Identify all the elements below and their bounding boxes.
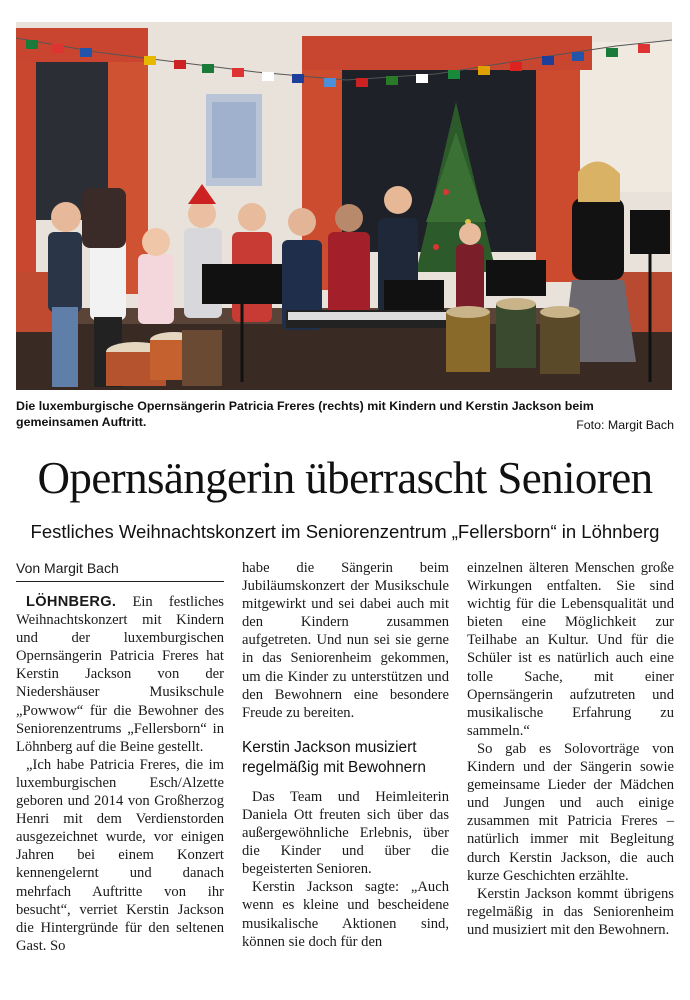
article-subheadline: Festliches Weihnachtskonzert im Seniorenzentrum „Fellersborn“ in Löhnberg xyxy=(30,521,660,542)
article-paragraph: Kerstin Jackson kommt übrigens regelmäßig in das Seniorenheim und musiziert mit den Bewohnern. xyxy=(467,885,674,938)
article-column-3 xyxy=(467,559,674,939)
article-paragraph: habe die Sängerin beim Jubiläumskonzert der Musikschule mitgewirkt und sei dabei auch mit den Kindern zusammen aufgetreten. Und nun sei sie gerne in das Seniorenheim gekommen, um die Kinder zu unterstützen und den Bewohnern eine besondere Freude zu bereiten. xyxy=(242,560,449,721)
article-paragraph: einzelnen älteren Menschen große Wirkungen entfalten. Sie sind wichtig für die Lebensqualität und bieten eine Möglichkeit zur Teilhabe an Kultur. Und für die Schüler ist es natürlich auch eine tolle Sache, mit einer Opernsängerin aufzutreten und musikalische Erfahrung zu sammeln.“ xyxy=(467,560,674,739)
photo-caption: Die luxemburgische Opernsängerin Patricia Freres (rechts) mit Kindern und Kerstin Jackson beim gemeinsamen Auftritt. xyxy=(16,399,594,429)
article-intertitle: Kerstin Jackson musiziert regelmäßig mit Bewohnern xyxy=(242,738,426,776)
article-column-2 xyxy=(242,559,449,951)
article-paragraph xyxy=(16,593,224,756)
photo-image-icon xyxy=(16,22,672,390)
article-paragraph: Kerstin Jackson sagte: „Auch wenn es kleine und bescheidene musikalische Aktionen sind, können sie doch für den xyxy=(242,879,449,950)
article-paragraph: So gab es Solovorträge von Kindern und der Sängerin sowie gemeinsame Lieder der Mädchen und Jungen und auch einige zusammen mit Patricia Freres – natürlich immer mit Begleitung durch Kerstin Jackson, die auch kurze Geschichten erzählte. xyxy=(467,740,674,884)
article-headline: Opernsängerin überrascht Senioren xyxy=(37,453,653,503)
article-paragraph: „Ich habe Patricia Freres, die im luxemburgischen Esch/Alzette geboren und 2014 von Großherzog Henri mit dem Verdienstorden ausgezeichnet wurde, vor einigen Jahren bei einem Konzert kennengelernt und danach mehrfach Auftritte von ihr besucht“, verriet Kerstin Jackson die Hintergründe für den seltenen Gast. So xyxy=(16,756,224,954)
article-paragraph: Das Team und Heimleiterin Daniela Ott freuten sich über das außergewöhnliche Erlebnis, über die Kinder und über die begeisterten Senioren. xyxy=(242,788,449,878)
article-column-1 xyxy=(16,559,224,955)
article-paragraph-text: Ein festliches Weihnachtskonzert mit Kindern und der luxemburgischen Opernsängerin Patricia Freres hat Kerstin Jackson von der Niedershäuser Musikschule „Powwow“ für die Bewohner des Seniorenzentrums „Fellersborn“ in Löhnberg auf die Beine gestellt. xyxy=(16,594,224,755)
article-photo xyxy=(16,22,672,390)
article-dateline: LÖHNBERG. xyxy=(26,594,117,610)
article-byline: Von Margit Bach xyxy=(16,559,224,582)
photo-credit: Foto: Margit Bach xyxy=(576,418,674,432)
